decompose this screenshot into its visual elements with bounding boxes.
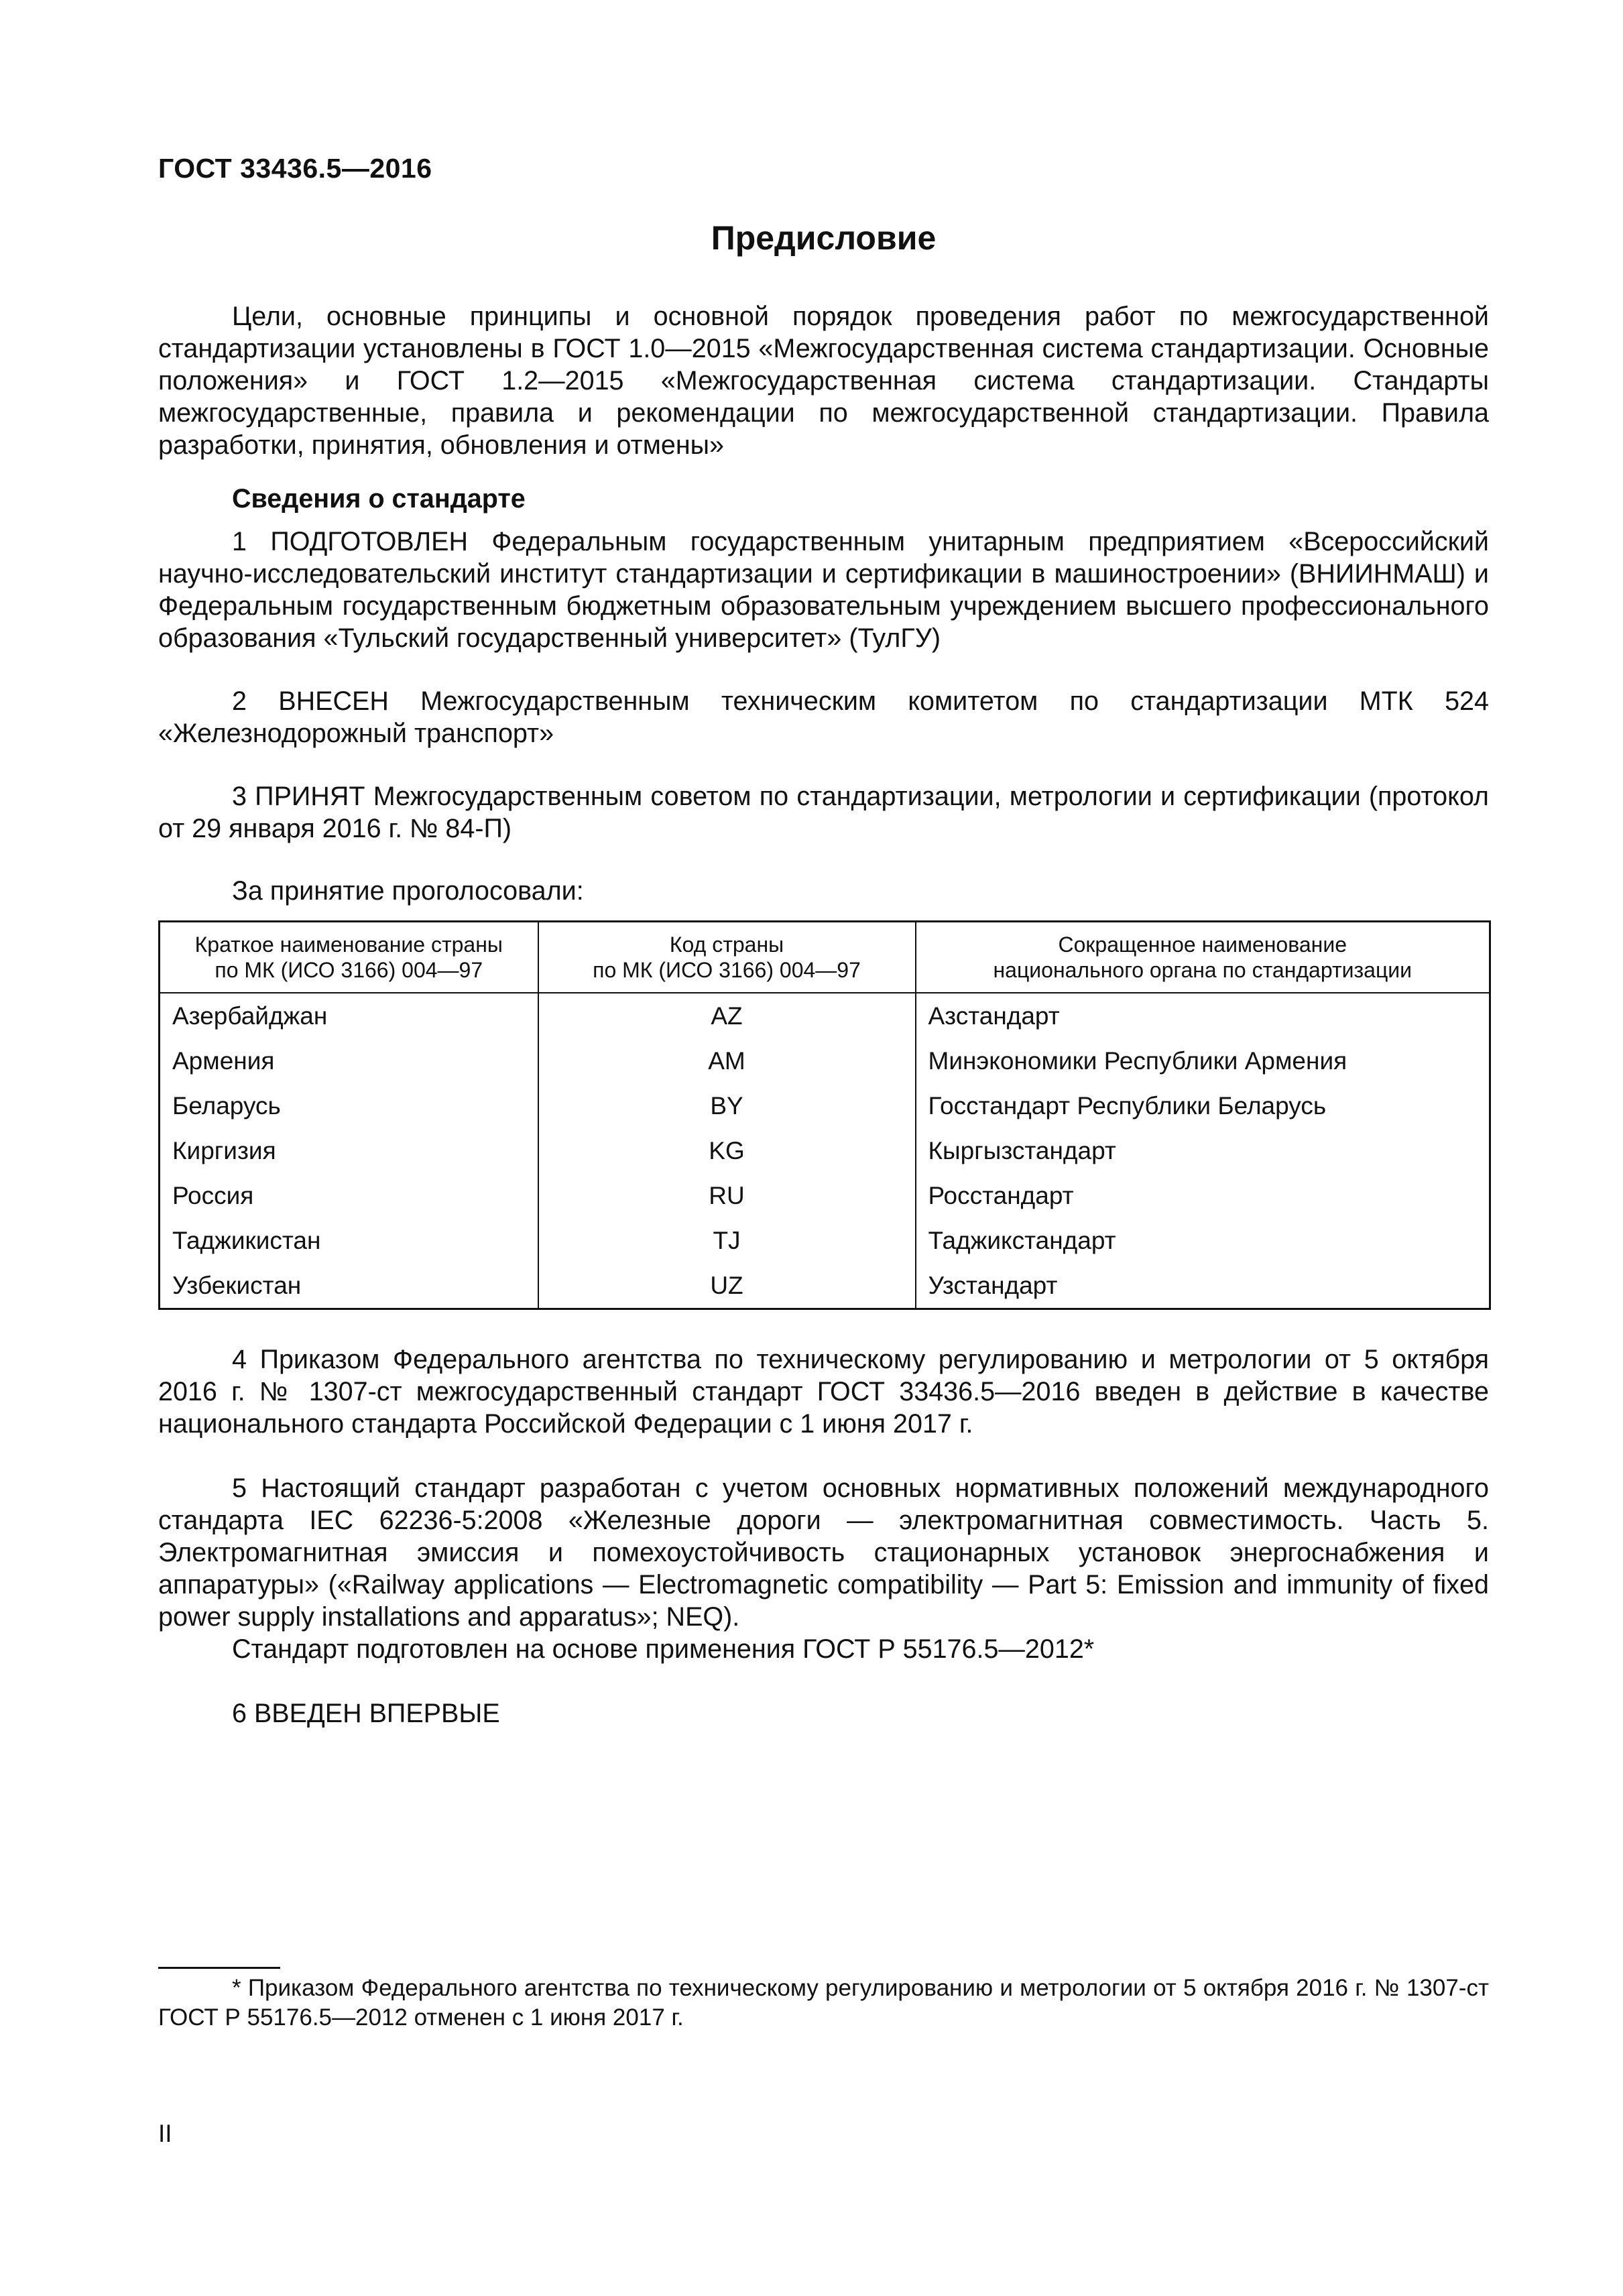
table-row [160,1128,1490,1173]
cell-standards-body: Узстандарт [916,1263,1490,1309]
intro-paragraph: Цели, основные принципы и основной порядок проведения работ по межгосударственной стандартизации установлены в ГОСТ 1.0—2015 «Межгосударственная система стандартизации. Основные положения» и ГОСТ 1.2—2015 «Межгосударственная система стандартизации. Стандарты межгосударственные, правила и рекомендации по межгосударственной стандартизации. Правила разработки, принятия, обновления и отмены» [158,302,1489,460]
item-5-basis-paragraph: Стандарт подготовлен на основе применения ГОСТ Р 55176.5—2012* [232,1634,1095,1664]
cell-country: Таджикистан [160,1218,538,1263]
cell-country: Россия [160,1173,538,1218]
section-subheading: Сведения о стандарте [232,484,526,513]
cell-code: BY [538,1083,916,1128]
cell-standards-body: Таджикстандарт [916,1218,1490,1263]
cell-code: TJ [538,1218,916,1263]
cell-standards-body: Азстандарт [916,993,1490,1038]
item-3-paragraph: 3 ПРИНЯТ Межгосударственным советом по стандартизации, метрологии и сертификации (протокол от 29 января 2016 г. № 84-П) [158,782,1489,843]
header-standards-body: Сокращенное наименование национального органа по стандартизации [916,922,1490,993]
page-number: II [158,2120,172,2147]
item-1-paragraph: 1 ПОДГОТОВЛЕН Федеральным государственным унитарным предприятием «Всероссийский научно-исследовательский институт стандартизации и сертификации в машиностроении» (ВНИИНМАШ) и Федеральным государственным бюджетным образовательным учреждением высшего профессионального образования «Тульский государственный университет» (ТулГУ) [158,527,1489,653]
item-5-paragraph: 5 Настоящий стандарт разработан с учетом основных нормативных положений международного стандарта IEC 62236-5:2008 «Железные дороги — электромагнитная совместимость. Часть 5. Электромагнитная эмиссия и помехоустойчивость стационарных установок энергоснабжения и аппаратуры» («Railway applications — Electromagnetic compatibility — Part 5: Emission and immunity of fixed power supply installations and apparatus»; NEQ). [158,1473,1489,1632]
table-header-row [160,922,1490,993]
cell-code: UZ [538,1263,916,1309]
cell-standards-body: Кыргызстандарт [916,1128,1490,1173]
header-code: Код страны по МК (ИСО 3166) 004—97 [538,922,916,993]
table-row [160,1038,1490,1083]
cell-code: KG [538,1128,916,1173]
cell-country: Азербайджан [160,993,538,1038]
table-row [160,1173,1490,1218]
cell-code: AM [538,1038,916,1083]
cell-country: Беларусь [160,1083,538,1128]
item-6-paragraph: 6 ВВЕДЕН ВПЕРВЫЕ [232,1699,500,1728]
footnote-divider [158,1967,280,1969]
cell-code: AZ [538,993,916,1038]
footnote: * Приказом Федерального агентства по техническому регулированию и метрологии от 5 октября 2016 г. № 1307-ст ГОСТ Р 55176.5—2012 отменен с 1 июня 2017 г. [158,1975,1489,2031]
page-title: Предисловие [711,219,937,257]
standard-code-header: ГОСТ 33436.5—2016 [158,153,432,184]
header-country: Краткое наименование страны по МК (ИСО 3166) 004—97 [160,922,538,993]
cell-standards-body: Минэкономики Республики Армения [916,1038,1490,1083]
table-row [160,1218,1490,1263]
table-row [160,1263,1490,1309]
cell-country: Армения [160,1038,538,1083]
cell-standards-body: Госстандарт Республики Беларусь [916,1083,1490,1128]
votes-label: За принятие проголосовали: [232,876,584,906]
cell-standards-body: Росстандарт [916,1173,1490,1218]
cell-country: Киргизия [160,1128,538,1173]
item-2-paragraph: 2 ВНЕСЕН Межгосударственным техническим комитетом по стандартизации МТК 524 «Железнодорожный транспорт» [158,686,1489,748]
table-row [160,993,1490,1038]
cell-country: Узбекистан [160,1263,538,1309]
table-row [160,1083,1490,1128]
member-states-table [158,920,1491,1310]
item-4-paragraph: 4 Приказом Федерального агентства по техническому регулированию и метрологии от 5 октября 2016 г. № 1307-ст межгосударственный стандарт ГОСТ 33436.5—2016 введен в действие в качестве национального стандарта Российской Федерации с 1 июня 2017 г. [158,1345,1489,1439]
cell-code: RU [538,1173,916,1218]
